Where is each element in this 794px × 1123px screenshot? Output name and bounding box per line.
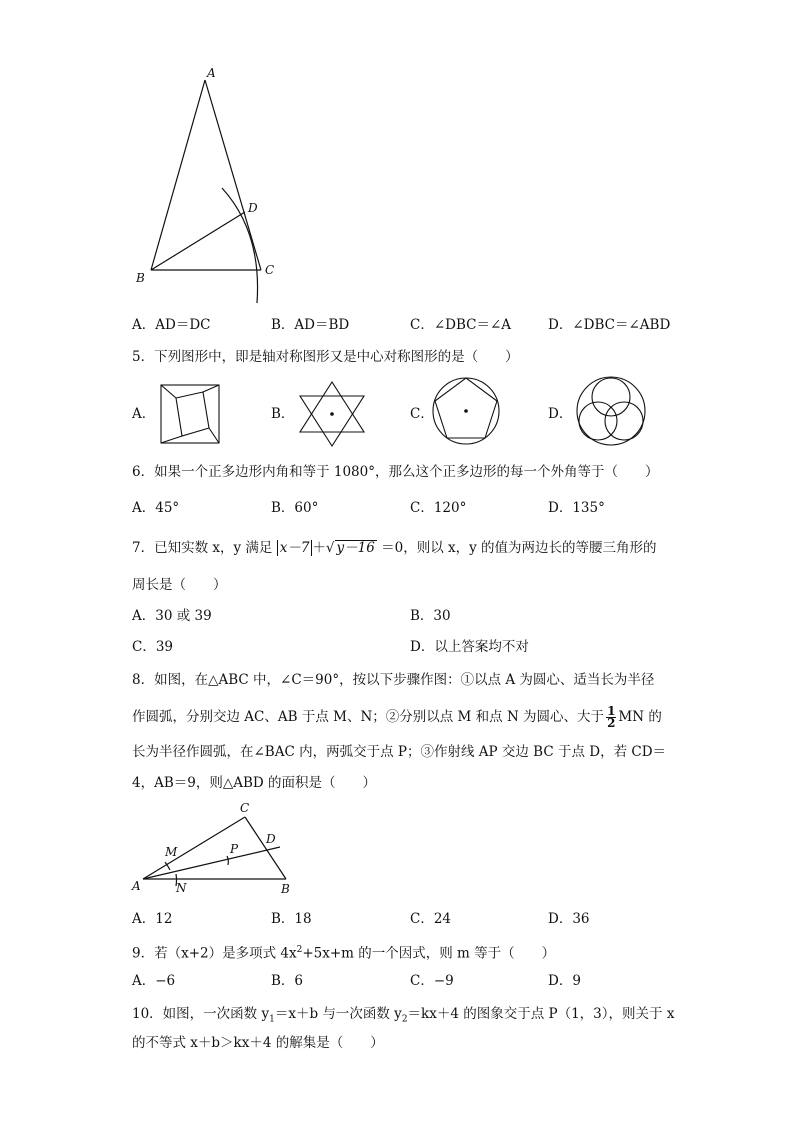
q9-sup: 2	[296, 945, 303, 955]
q8-side-cb	[245, 817, 286, 879]
q10-line1-c: ＝kx＋4 的图象交于点 P（1，3），则关于 x	[407, 1006, 675, 1022]
q8-label-n: N	[176, 881, 187, 895]
q10-line2: 的不等式 x＋b＞kx＋4 的解集是（ ）	[132, 1035, 384, 1051]
q6-option-a[interactable]: A．45°	[132, 500, 180, 516]
q6-option-d[interactable]: D．135°	[548, 500, 605, 516]
q8-line2-b: MN 的	[618, 709, 662, 725]
q7-option-a[interactable]: A．30 或 39	[132, 608, 212, 624]
q10-line1-b: ＝x＋b 与一次函数 y	[274, 1006, 402, 1022]
q10-sub2: 2	[401, 1014, 408, 1025]
q8-label-c: C	[240, 801, 250, 815]
q8-ray-ap	[143, 847, 280, 879]
q6-option-b[interactable]: B．60°	[271, 500, 319, 516]
q5-option-a[interactable]: A．	[132, 406, 156, 422]
q8-line4: 4，AB＝9，则△ABD 的面积是（ ）	[132, 775, 377, 791]
q4-label-d: D	[248, 201, 258, 215]
q6-stem: 6．如果一个正多边形内角和等于 1080°，那么这个正多边形的每一个外角等于（ ）	[132, 464, 659, 480]
q7-option-d[interactable]: D．以上答案均不对	[410, 639, 529, 655]
q4-option-d[interactable]: D．∠DBC＝∠ABD	[548, 317, 671, 333]
q4-option-c[interactable]: C．∠DBC＝∠A	[410, 317, 512, 333]
q8-option-c[interactable]: C．24	[410, 911, 452, 927]
q8-option-b[interactable]: B．18	[271, 911, 312, 927]
q9-option-a[interactable]: A．−6	[132, 973, 176, 989]
q7-abs-expression: x－7	[277, 540, 313, 556]
q9-option-d[interactable]: D．9	[548, 973, 581, 989]
q8-option-d[interactable]: D．36	[548, 911, 590, 927]
q6-option-c[interactable]: C．120°	[410, 500, 467, 516]
q8-frac-num: 1	[607, 704, 616, 718]
q7-option-b[interactable]: B．30	[410, 608, 451, 624]
q7-eq: ＝0	[381, 540, 404, 556]
q9-stem	[132, 941, 555, 963]
q8-option-a[interactable]: A．12	[132, 911, 173, 927]
q7-plus: ＋	[312, 540, 326, 556]
q7-sqrt-sign: √	[325, 540, 335, 556]
q10-line1	[132, 1005, 674, 1029]
q8-label-p: P	[230, 842, 239, 856]
q4-label-a: A	[207, 66, 216, 80]
q4-option-b[interactable]: B．AD＝BD	[271, 317, 350, 333]
q10-sub1: 1	[269, 1014, 275, 1025]
q9-option-c[interactable]: C．−9	[410, 973, 454, 989]
q5-stem: 5．下列图形中，即是轴对称图形又是中心对称图形的是（ ）	[132, 349, 519, 365]
q4-label-b: B	[136, 271, 145, 285]
q9-stem-b: +5x+m 的一个因式，则 m 等于（ ）	[302, 945, 556, 962]
q7-stem-b: ，则以 x，y 的值为两边长的等腰三角形的	[403, 540, 657, 556]
q8-frac-den: 2	[607, 716, 616, 730]
q7-stem-line2: 周长是（ ）	[132, 577, 227, 593]
q4-option-a[interactable]: A．AD＝DC	[132, 317, 211, 333]
q4-label-c: C	[265, 263, 275, 277]
q5-option-c[interactable]: C．	[410, 406, 434, 422]
q5-option-b[interactable]: B．	[271, 406, 295, 422]
q8-arc-p	[227, 856, 228, 865]
q5-option-d[interactable]: D．	[548, 406, 573, 422]
q7-stem-a: 7．已知实数 x，y 满足	[132, 540, 273, 556]
q8-label-b: B	[281, 882, 290, 896]
q8-label-m: M	[165, 845, 178, 859]
q8-label-a: A	[132, 879, 141, 893]
q8-line2-a: 作圆弧，分别交边 AC、AB 于点 M、N；②分别以点 M 和点 N 为圆心、大于	[132, 709, 605, 725]
q7-option-c[interactable]: C．39	[132, 639, 174, 655]
q7-sqrt-expression: y－16	[336, 540, 375, 556]
q8-line1: 8．如图，在△ABC 中，∠C＝90°，按以下步骤作图：①以点 A 为圆心、适当长为半径	[132, 672, 655, 688]
q10-line1-a: 10．如图，一次函数 y	[132, 1006, 270, 1022]
q8-label-d: D	[266, 832, 276, 846]
q9-option-b[interactable]: B．6	[271, 973, 304, 989]
q8-line3: 长为半径作圆弧，在∠BAC 内，两弧交于点 P；③作射线 AP 交边 BC 于点 D，若 CD＝	[132, 744, 667, 760]
q9-stem-a: 9．若（x+2）是多项式 4x	[132, 945, 297, 962]
